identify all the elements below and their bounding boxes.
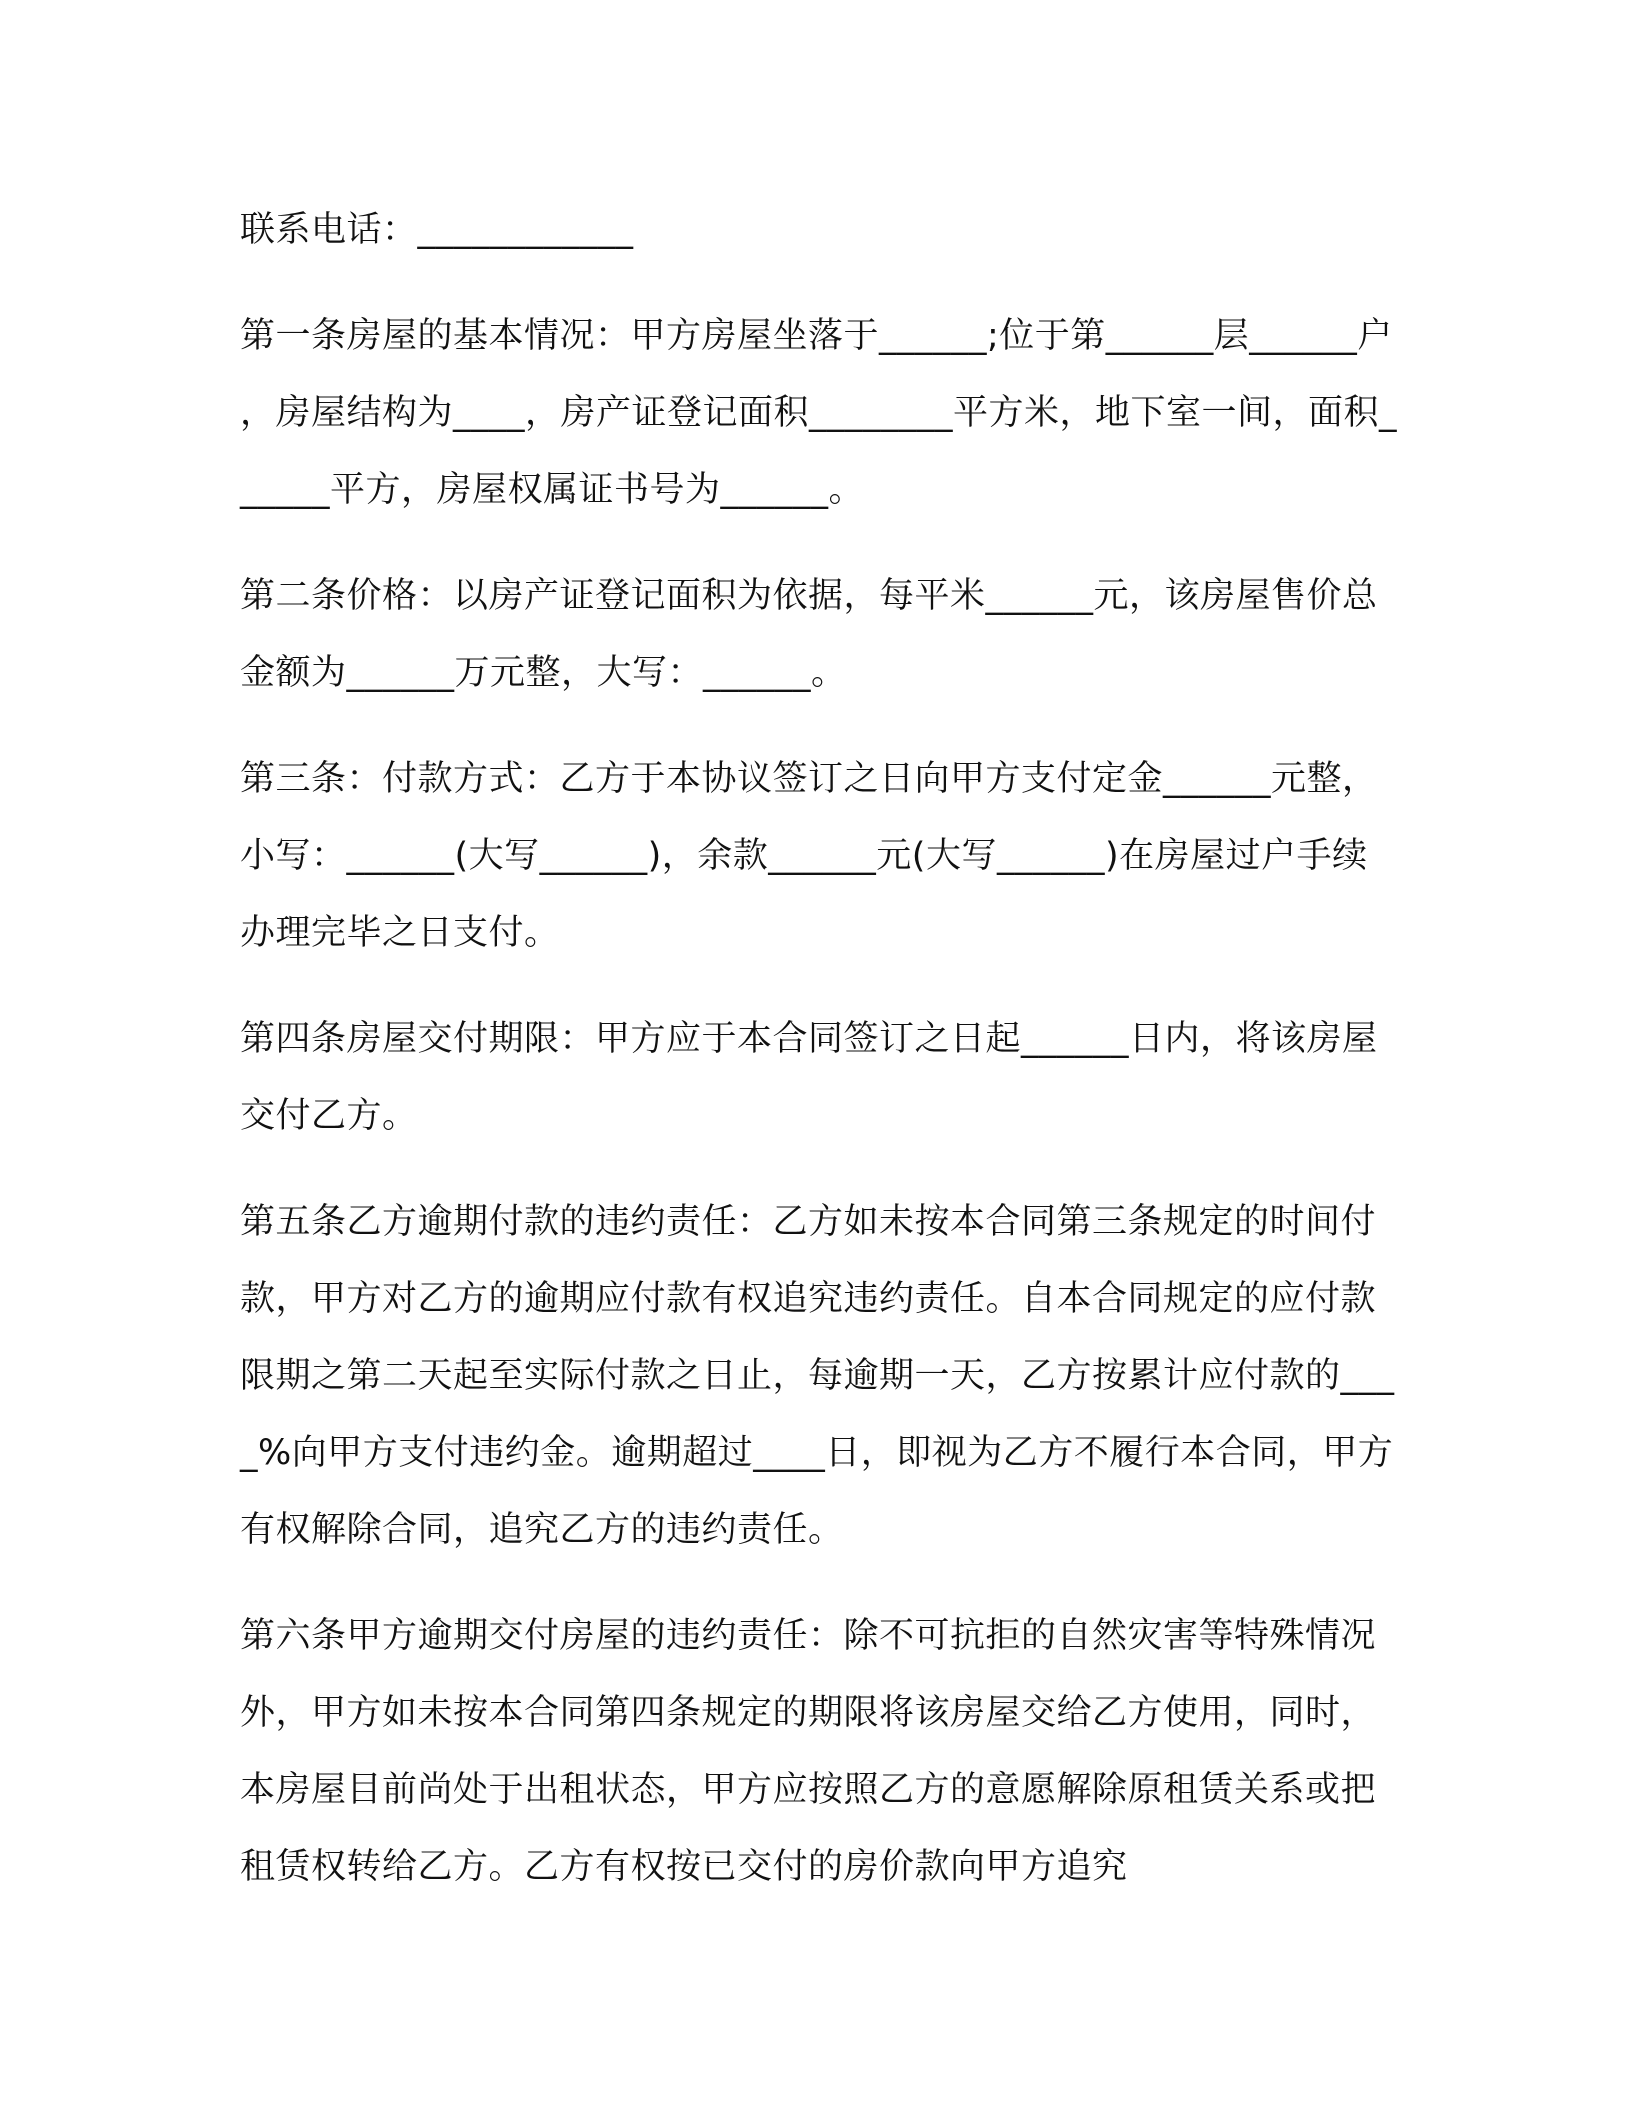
article-2-price: 第二条价格：以房产证登记面积为依据，每平米______元，该房屋售价总金额为______万元整，大写：______。 [240, 576, 1378, 693]
article-3-payment: 第三条：付款方式：乙方于本协议签订之日向甲方支付定金______元整，小写：______(大写______)，余款______元(大写______)在房屋过户手续办理完毕之日支付。 [240, 759, 1378, 953]
document-body [240, 192, 1400, 1935]
article-1-basic-info: 第一条房屋的基本情况：甲方房屋坐落于______;位于第______层______户，房屋结构为____，房产证登记面积________平方米，地下室一间，面积______平方，房屋权属证书号为______。 [240, 316, 1398, 510]
article-4-delivery: 第四条房屋交付期限：甲方应于本合同签订之日起______日内，将该房屋交付乙方。 [240, 1019, 1378, 1136]
article-6-seller-default: 第六条甲方逾期交付房屋的违约责任：除不可抗拒的自然灾害等特殊情况外，甲方如未按本合同第四条规定的期限将该房屋交给乙方使用，同时，本房屋目前尚处于出租状态，甲方应按照乙方的意愿解除原租赁关系或把租赁权转给乙方。乙方有权按已交付的房价款向甲方追究 [240, 1616, 1377, 1887]
contact-phone-line: 联系电话：____________ [240, 210, 634, 250]
article-5-buyer-default: 第五条乙方逾期付款的违约责任：乙方如未按本合同第三条规定的时间付款，甲方对乙方的逾期应付款有权追究违约责任。自本合同规定的应付款限期之第二天起至实际付款之日止，每逾期一天，乙方按累计应付款的____%向甲方支付违约金。逾期超过____日，即视为乙方不履行本合同，甲方有权解除合同，追究乙方的违约责任。 [240, 1202, 1395, 1550]
